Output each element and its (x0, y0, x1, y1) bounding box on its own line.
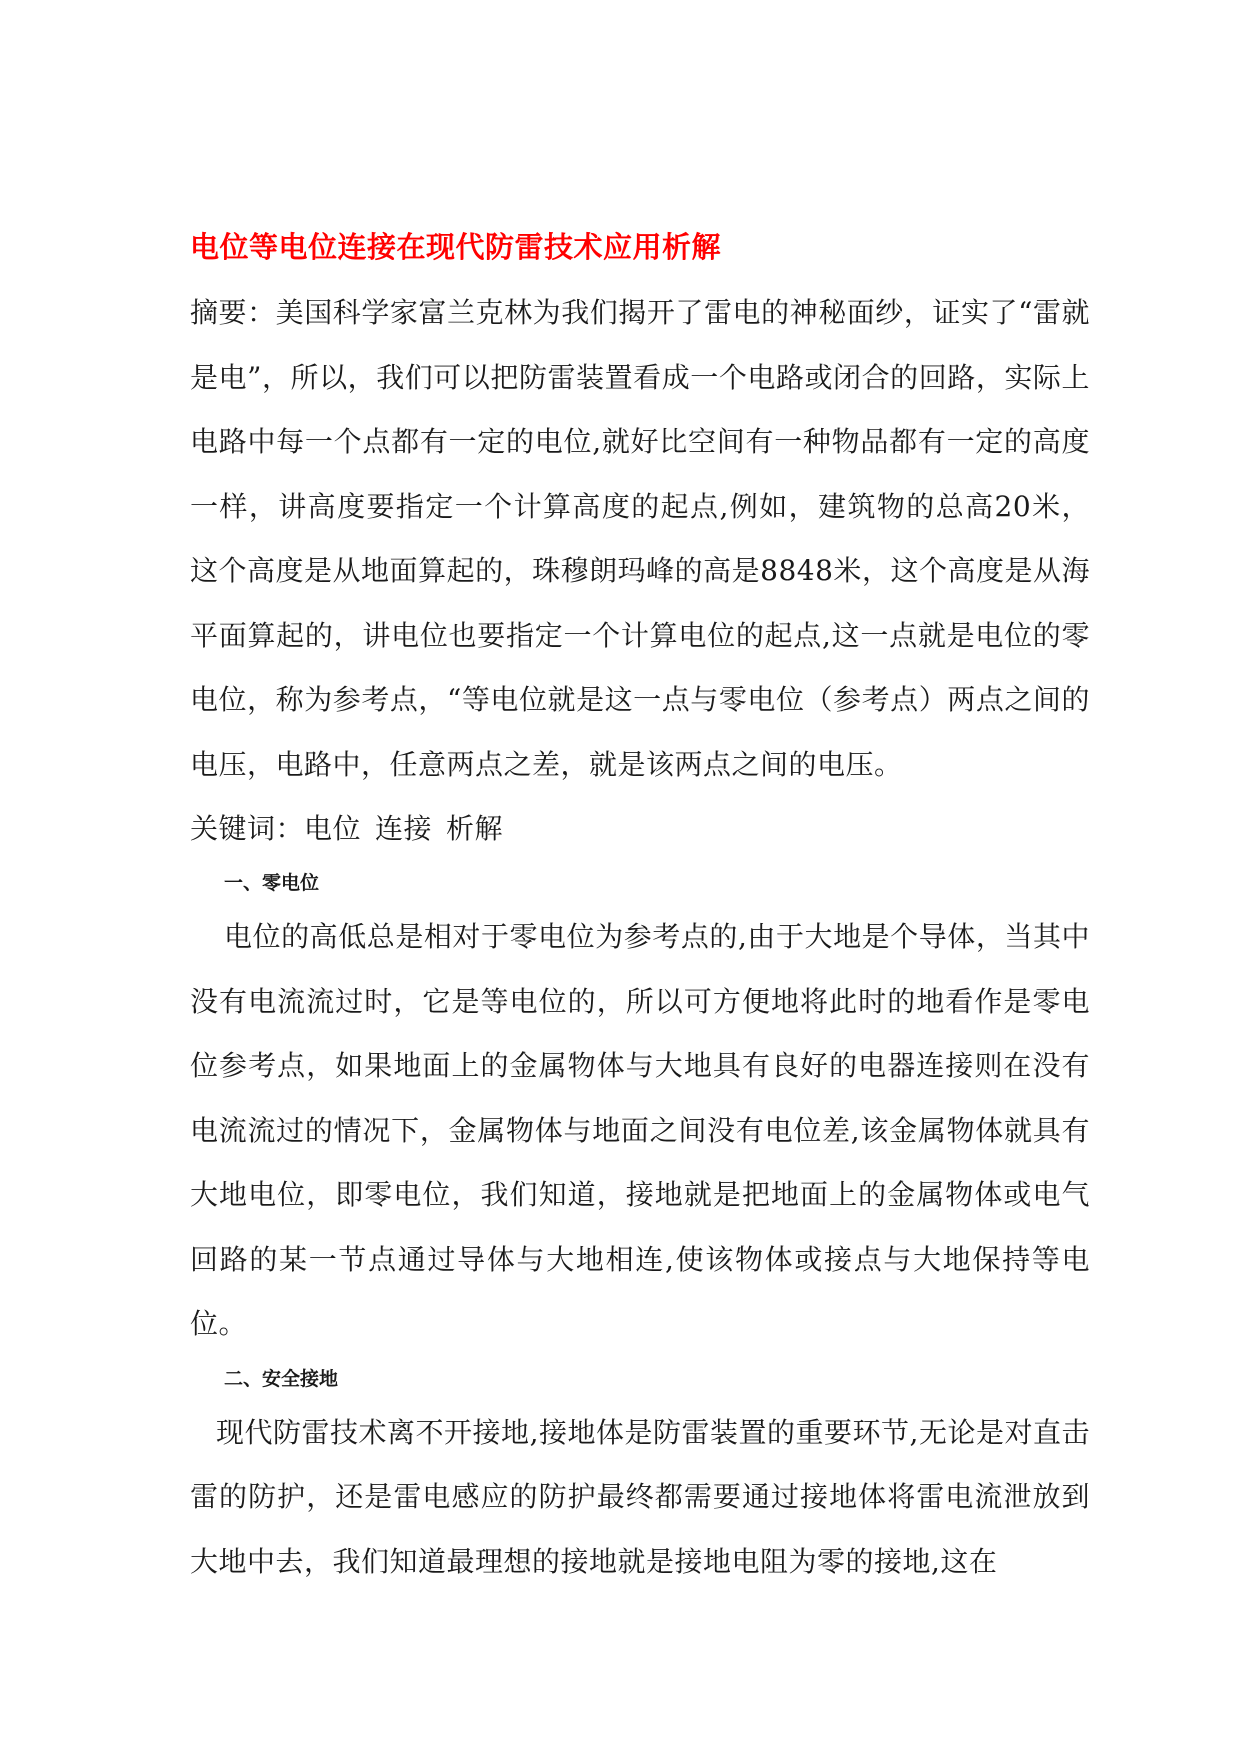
abstract-paragraph: 摘要：美国科学家富兰克林为我们揭开了雷电的神秘面纱，证实了“雷就是电”，所以，我们可以把防雷装置看成一个电路或闭合的回路，实际上电路中每一个点都有一定的电位,就好比空间有一种物品都有一定的高度一样，讲高度要指定一个计算高度的起点,例如，建筑物的总高20米，这个高度是从地面算起的，珠穆朗玛峰的高是8848米，这个高度是从海平面算起的，讲电位也要指定一个计算电位的起点,这一点就是电位的零电位，称为参考点，“等电位就是这一点与零电位（参考点）两点之间的电压，电路中，任意两点之差，就是该两点之间的电压。 (190, 296, 1090, 781)
keyword-item: 析解 (446, 812, 504, 845)
section-paragraph-zero-potential: 电位的高低总是相对于零电位为参考点的,由于大地是个导体，当其中没有电流流过时，它是等电位的，所以可方便地将此时的地看作是零电位参考点，如果地面上的金属物体与大地具有良好的电器连接则在没有电流流过的情况下，金属物体与地面之间没有电位差,该金属物体就具有大地电位，即零电位，我们知道，接地就是把地面上的金属物体或电气回路的某一节点通过导体与大地相连,使该物体或接点与大地保持等电位。 (190, 920, 1090, 1340)
keyword-item: 连接 (375, 812, 433, 845)
keyword-item: 电位 (304, 812, 362, 845)
section-heading-zero-potential: 一、零电位 (224, 872, 320, 894)
keywords-line (190, 797, 1090, 861)
section-paragraph-safety-grounding: 现代防雷技术离不开接地,接地体是防雷装置的重要环节,无论是对直击雷的防护，还是雷电感应的防护最终都需要通过接地体将雷电流泄放到大地中去，我们知道最理想的接地就是接地电阻为零的接地,这在 (190, 1415, 1090, 1578)
document-body (190, 225, 1090, 1594)
document-title: 电位等电位连接在现代防雷技术应用析解 (190, 230, 722, 264)
keywords-label: 关键词： (190, 812, 305, 845)
section-heading-safety-grounding: 二、安全接地 (224, 1367, 339, 1390)
